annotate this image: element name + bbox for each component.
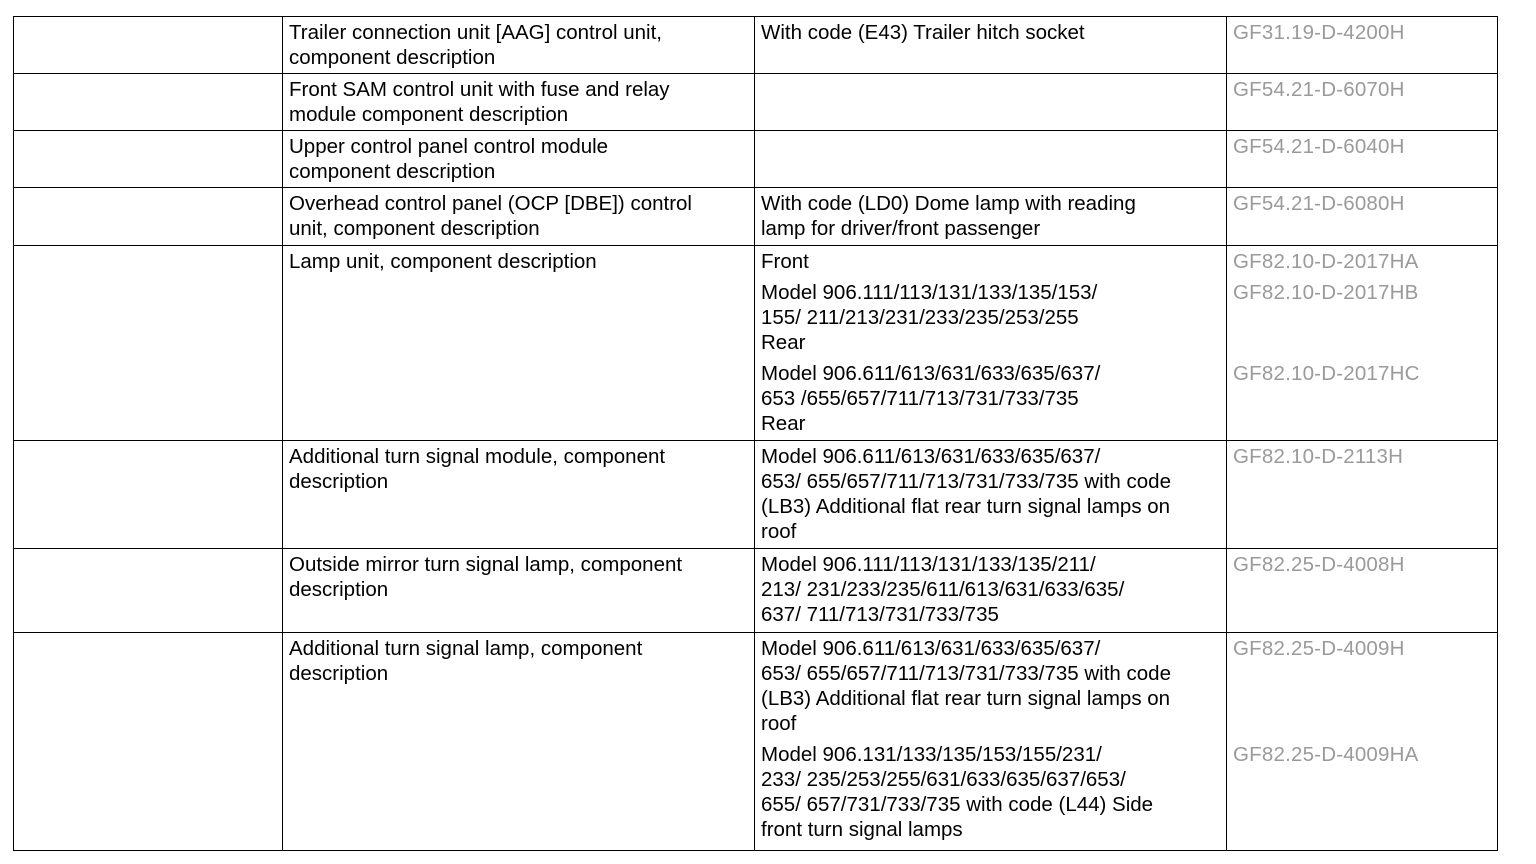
reference-cell bbox=[1227, 441, 1498, 549]
reference-link[interactable]: GF82.25-D-4008H bbox=[1233, 553, 1405, 576]
component-cell: Overhead control panel (OCP [DBE]) control unit, component description bbox=[283, 188, 755, 246]
table-row bbox=[14, 549, 1498, 633]
empty-cell bbox=[14, 441, 283, 549]
condition-cell bbox=[755, 131, 1227, 188]
component-reference-table bbox=[13, 16, 1498, 851]
condition-cell: Model 906.111/113/131/133/135/211/ 213/ 231/233/235/611/613/631/633/635/ 637/ 711/713/731/733/735 bbox=[755, 549, 1227, 633]
component-cell: Additional turn signal module, component description bbox=[283, 441, 755, 549]
component-cell: Outside mirror turn signal lamp, component description bbox=[283, 549, 755, 633]
condition-segment: Model 906.111/113/131/133/135/153/ 155/ 211/213/231/233/235/253/255 Rear bbox=[761, 281, 1098, 354]
empty-cell bbox=[14, 17, 283, 74]
reference-cell bbox=[1227, 633, 1498, 851]
table-row bbox=[14, 633, 1498, 851]
reference-link[interactable]: GF54.21-D-6040H bbox=[1233, 135, 1405, 158]
reference-cell bbox=[1227, 188, 1498, 246]
component-cell: Front SAM control unit with fuse and relay module component description bbox=[283, 74, 755, 131]
condition-cell: With code (LD0) Dome lamp with reading lamp for driver/front passenger bbox=[755, 188, 1227, 246]
table-row bbox=[14, 246, 1498, 441]
component-cell: Trailer connection unit [AAG] control unit, component description bbox=[283, 17, 755, 74]
table-row bbox=[14, 188, 1498, 246]
reference-cell bbox=[1227, 131, 1498, 188]
reference-link[interactable]: GF82.25-D-4009HA bbox=[1233, 743, 1419, 766]
reference-link[interactable]: GF82.10-D-2017HA bbox=[1233, 250, 1419, 273]
condition-segment: Model 906.611/613/631/633/635/637/ 653/ 655/657/711/713/731/733/735 with code (LB3) Additional flat rear turn signal lamps on roof bbox=[761, 637, 1171, 735]
condition-segment: Front bbox=[761, 250, 809, 273]
condition-segment: Model 906.131/133/135/153/155/231/ 233/ 235/253/255/631/633/635/637/653/ 655/ 657/731/733/735 with code (L44) Side front turn signal lamps bbox=[761, 743, 1154, 841]
component-cell: Lamp unit, component description bbox=[283, 246, 755, 441]
reference-cell bbox=[1227, 17, 1498, 74]
empty-cell bbox=[14, 131, 283, 188]
component-cell: Upper control panel control module component description bbox=[283, 131, 755, 188]
condition-cell bbox=[755, 74, 1227, 131]
condition-cell bbox=[755, 246, 1227, 441]
empty-cell bbox=[14, 188, 283, 246]
condition-cell bbox=[755, 633, 1227, 851]
reference-link[interactable]: GF82.10-D-2113H bbox=[1233, 445, 1404, 468]
reference-link[interactable]: GF54.21-D-6070H bbox=[1233, 78, 1405, 101]
condition-cell: Model 906.611/613/631/633/635/637/ 653/ 655/657/711/713/731/733/735 with code (LB3) Additional flat rear turn signal lamps on roof bbox=[755, 441, 1227, 549]
condition-segment: Model 906.611/613/631/633/635/637/ 653 /655/657/711/713/731/733/735 Rear bbox=[761, 362, 1101, 435]
reference-link[interactable]: GF54.21-D-6080H bbox=[1233, 192, 1405, 215]
reference-link[interactable]: GF82.25-D-4009H bbox=[1233, 637, 1405, 660]
table-row bbox=[14, 441, 1498, 549]
reference-link[interactable]: GF31.19-D-4200H bbox=[1233, 21, 1405, 44]
reference-cell bbox=[1227, 549, 1498, 633]
table-row bbox=[14, 131, 1498, 188]
empty-cell bbox=[14, 246, 283, 441]
reference-cell bbox=[1227, 246, 1498, 441]
component-cell: Additional turn signal lamp, component description bbox=[283, 633, 755, 851]
table-row bbox=[14, 74, 1498, 131]
reference-link[interactable]: GF82.10-D-2017HB bbox=[1233, 281, 1419, 304]
empty-cell bbox=[14, 74, 283, 131]
table-row bbox=[14, 17, 1498, 74]
reference-link[interactable]: GF82.10-D-2017HC bbox=[1233, 362, 1420, 385]
empty-cell bbox=[14, 549, 283, 633]
empty-cell bbox=[14, 633, 283, 851]
reference-cell bbox=[1227, 74, 1498, 131]
condition-cell: With code (E43) Trailer hitch socket bbox=[755, 17, 1227, 74]
